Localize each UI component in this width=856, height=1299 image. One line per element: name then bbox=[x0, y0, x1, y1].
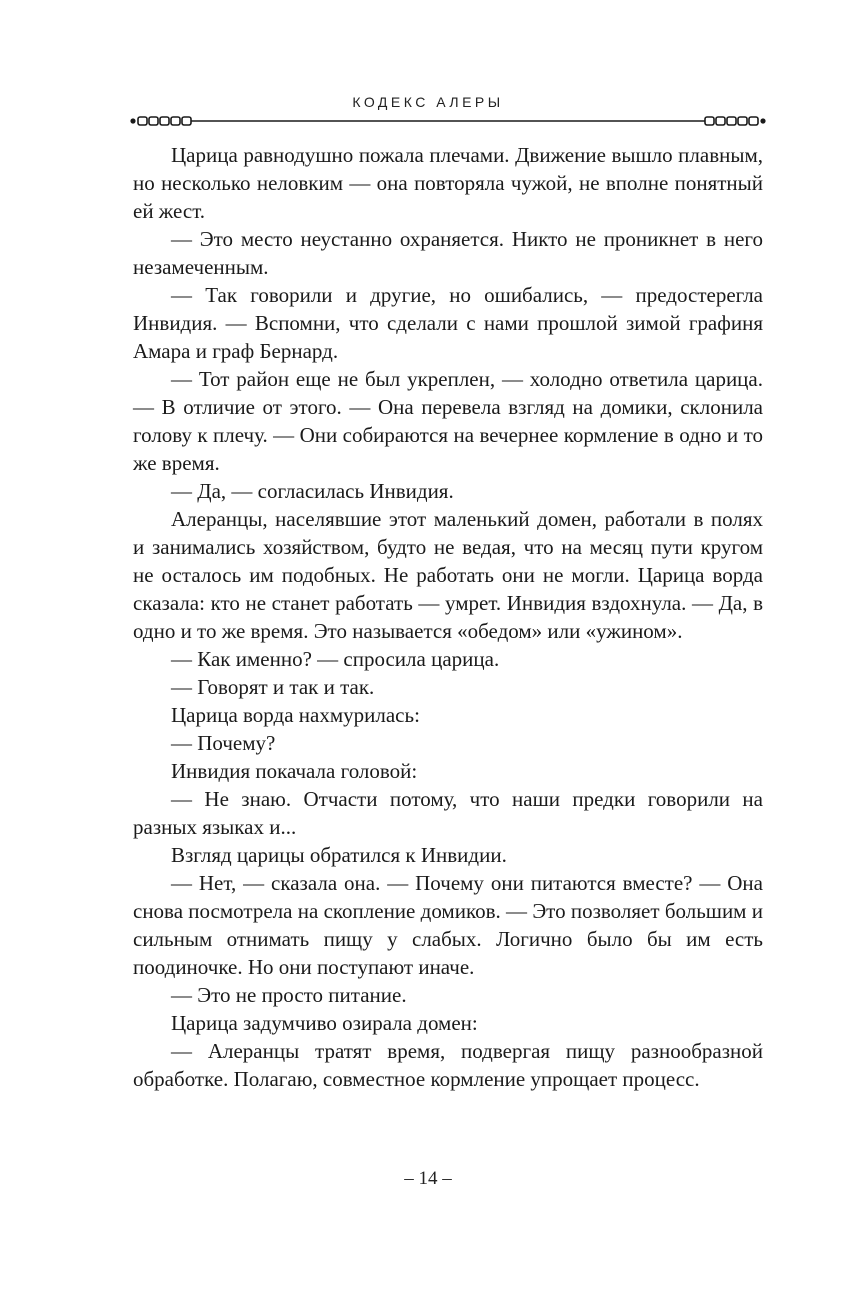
ornamental-rule bbox=[128, 113, 768, 129]
running-header: КОДЕКС АЛЕРЫ bbox=[352, 94, 504, 110]
page-number: – 14 – bbox=[404, 1168, 452, 1189]
paragraph: — Говорят и так и так. bbox=[171, 675, 375, 699]
paragraph: — Это не просто питание. bbox=[171, 983, 407, 1007]
paragraph: Царица равнодушно пожала плечами. Движение вышло плавным, но несколько неловким — она повторяла чужой, не вполне понятный ей жест. bbox=[133, 143, 763, 223]
paragraph: — Тот район еще не был укреплен, — холодно ответила царица. — В отличие от этого. — Она перевела взгляд на домики, склонила голову к плечу. — Они собираются на вечернее кормление в одно и то же время. bbox=[133, 367, 763, 475]
paragraph: — Алеранцы тратят время, подвергая пищу разнообразной обработке. Полагаю, совместное кормление упрощает процесс. bbox=[133, 1039, 763, 1091]
paragraph: Взгляд царицы обратился к Инвидии. bbox=[171, 843, 507, 867]
paragraph: Царица ворда нахмурилась: bbox=[171, 703, 420, 727]
paragraph: Инвидия покачала головой: bbox=[171, 759, 418, 783]
paragraph: — Как именно? — спросила царица. bbox=[171, 647, 500, 671]
body-text bbox=[133, 141, 763, 1093]
paragraph: — Так говорили и другие, но ошибались, — предостерегла Инвидия. — Вспомни, что сделали с нами прошлой зимой графиня Амара и граф Бернард. bbox=[133, 283, 763, 363]
paragraph: — Нет, — сказала она. — Почему они питаются вместе? — Она снова посмотрела на скопление домиков. — Это позволяет большим и сильным отнимать пищу у слабых. Логично было бы им есть поодиночке. Но они поступают иначе. bbox=[133, 871, 763, 979]
paragraph: — Да, — согласилась Инвидия. bbox=[171, 479, 454, 503]
paragraph: — Не знаю. Отчасти потому, что наши предки говорили на разных языках и... bbox=[133, 787, 763, 839]
paragraph: Алеранцы, населявшие этот маленький домен, работали в полях и занимались хозяйством, будто не ведая, что на месяц пути кругом не осталось им подобных. Не работать они не могли. Царица ворда сказала: кто не станет работать — умрет. Инвидия вздохнула. — Да, в одно и то же время. Это называется «обедом» или «ужином». bbox=[133, 507, 763, 643]
paragraph: Царица задумчиво озирала домен: bbox=[171, 1011, 478, 1035]
paragraph: — Это место неустанно охраняется. Никто не проникнет в него незамеченным. bbox=[133, 227, 763, 279]
paragraph: — Почему? bbox=[171, 731, 276, 755]
